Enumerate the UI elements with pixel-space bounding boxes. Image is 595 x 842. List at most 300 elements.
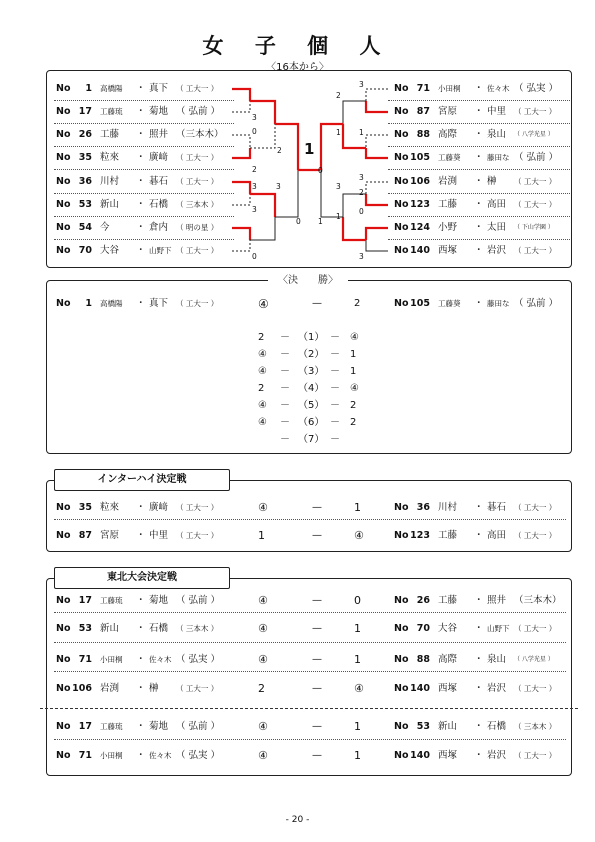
dot: ・ bbox=[474, 595, 484, 606]
match-left-entry bbox=[56, 680, 231, 698]
school: （ 三本木 ） bbox=[514, 722, 557, 731]
player-a: 工藤琉 bbox=[100, 107, 123, 116]
match-right-entry bbox=[394, 718, 569, 736]
player-a: 川村 bbox=[438, 502, 458, 513]
tohoku-divider bbox=[40, 708, 578, 709]
player-b: 照井 bbox=[149, 129, 169, 140]
player-a: 工藤 bbox=[100, 129, 120, 140]
bout-round: （7） bbox=[298, 434, 325, 445]
match-score-right: 1 bbox=[354, 501, 361, 514]
bracket-score: 0 bbox=[252, 127, 257, 136]
school: （ 弘前 ） bbox=[514, 152, 559, 163]
player-a: 新山 bbox=[100, 623, 120, 634]
bout-dash: － bbox=[280, 366, 290, 377]
bout-left: ④ bbox=[258, 366, 267, 377]
entry-number: 1 bbox=[85, 83, 92, 94]
left-r1-winner-line bbox=[232, 148, 250, 158]
entry-number: 71 bbox=[78, 750, 92, 761]
player-a: 高橋陽 bbox=[100, 299, 123, 308]
match-score-left: ④ bbox=[258, 720, 268, 733]
player-a: 大谷 bbox=[100, 245, 120, 256]
entry-no: No bbox=[56, 721, 71, 732]
page-number: - 20 - bbox=[285, 815, 310, 825]
entry-no: No bbox=[394, 595, 409, 606]
player-b: 藤田な bbox=[487, 153, 510, 162]
row-divider bbox=[54, 671, 566, 672]
dot: ・ bbox=[474, 129, 484, 140]
right-r1-loser-line bbox=[366, 135, 388, 148]
school: （ 弘前 ） bbox=[176, 106, 221, 117]
final-dash: — bbox=[312, 298, 322, 309]
player-a: 粒來 bbox=[100, 502, 120, 513]
school: （ 工大一 ） bbox=[176, 531, 219, 540]
match-dash: — bbox=[312, 654, 322, 665]
dot: ・ bbox=[474, 721, 484, 732]
entry-no: No bbox=[56, 83, 71, 94]
page-subtitle: 〈16本から〉 bbox=[266, 62, 329, 73]
player-a: 小田桐 bbox=[100, 655, 123, 664]
bracket-score: 3 bbox=[336, 182, 341, 191]
interhigh-title: インターハイ決定戦 bbox=[54, 469, 230, 491]
bracket-score: 3 bbox=[359, 173, 364, 182]
bout-left: ④ bbox=[258, 349, 267, 360]
bout-right: 2 bbox=[350, 400, 357, 411]
bout-right: ④ bbox=[350, 383, 359, 394]
match-score-left: ④ bbox=[258, 749, 268, 762]
school: （ 弘実 ） bbox=[176, 750, 221, 761]
player-b: 山野下 bbox=[487, 624, 510, 633]
bracket-score: 3 bbox=[252, 182, 257, 191]
bout-dash: － bbox=[330, 332, 340, 343]
left-r1-loser-line bbox=[232, 240, 250, 251]
entry-number: 105 bbox=[410, 298, 430, 309]
match-dash: — bbox=[312, 721, 322, 732]
entry-no: No bbox=[394, 245, 409, 256]
match-right-entry bbox=[394, 620, 569, 638]
school: （ 三本木 ） bbox=[176, 200, 219, 209]
match-dash: — bbox=[312, 683, 322, 694]
entry-number: 140 bbox=[410, 683, 430, 694]
bout-right: 2 bbox=[350, 417, 357, 428]
bout-right: 1 bbox=[350, 366, 357, 377]
bracket-score: 0 bbox=[359, 207, 364, 216]
final-score-left: ④ bbox=[258, 297, 269, 311]
bracket-score: 2 bbox=[359, 188, 364, 197]
school: （ 八学光星 ） bbox=[514, 656, 554, 663]
entry-no: No bbox=[394, 152, 409, 163]
match-score-right: 0 bbox=[354, 594, 361, 607]
player-a: 工藤葵 bbox=[438, 153, 461, 162]
match-left-entry bbox=[56, 527, 231, 545]
player-b: 廣﨑 bbox=[149, 502, 169, 513]
entry-number: 123 bbox=[410, 199, 430, 210]
player-b: 菊地 bbox=[149, 595, 169, 606]
bout-dash: － bbox=[280, 434, 290, 445]
bout-round: （2） bbox=[298, 349, 325, 360]
match-dash: — bbox=[312, 595, 322, 606]
school: （ 工大一 ） bbox=[514, 684, 557, 693]
player-b: 佐々木 bbox=[487, 84, 510, 93]
left-r1-loser-line bbox=[232, 135, 250, 148]
player-b: 岩沢 bbox=[487, 750, 507, 761]
player-b: 佐々木 bbox=[149, 751, 172, 760]
dot: ・ bbox=[474, 654, 484, 665]
entry-number: 123 bbox=[410, 530, 430, 541]
dot: ・ bbox=[136, 683, 146, 694]
player-a: 高際 bbox=[438, 654, 458, 665]
bout-dash: － bbox=[330, 383, 340, 394]
match-dash: — bbox=[312, 750, 322, 761]
player-b: 高田 bbox=[487, 199, 507, 210]
school: （ 工大一 ） bbox=[514, 751, 557, 760]
match-right-entry bbox=[394, 527, 569, 545]
match-score-right: 1 bbox=[354, 622, 361, 635]
player-b: 菊地 bbox=[149, 106, 169, 117]
entry-no: No bbox=[394, 683, 409, 694]
school: （ 工大一 ） bbox=[514, 107, 557, 116]
right-r1-winner-line bbox=[366, 228, 388, 240]
page-title: 女 子 個 人 bbox=[202, 34, 393, 58]
entry-number: 70 bbox=[416, 623, 430, 634]
school: （ 工大一 ） bbox=[176, 503, 219, 512]
dot: ・ bbox=[474, 199, 484, 210]
left-r1-loser-line bbox=[232, 194, 250, 205]
player-a: 高橋陽 bbox=[100, 84, 123, 93]
school: （ 弘実 ） bbox=[176, 654, 221, 665]
bout-left: 2 bbox=[258, 383, 265, 394]
final-right-entry bbox=[394, 295, 569, 313]
player-a: 工藤琉 bbox=[100, 722, 123, 731]
dot: ・ bbox=[136, 721, 146, 732]
player-a: 岩渕 bbox=[100, 683, 120, 694]
left-sf-loser-line bbox=[275, 170, 298, 217]
player-b: 石橋 bbox=[149, 623, 169, 634]
player-a: 川村 bbox=[100, 176, 120, 187]
entry-no: No bbox=[394, 222, 409, 233]
match-dash: — bbox=[312, 623, 322, 634]
entry-no: No bbox=[56, 683, 71, 694]
dot: ・ bbox=[474, 176, 484, 187]
player-b: 中里 bbox=[149, 530, 169, 541]
match-dash: — bbox=[312, 530, 322, 541]
bout-dash: － bbox=[330, 349, 340, 360]
entry-number: 36 bbox=[78, 176, 92, 187]
entry-no: No bbox=[56, 106, 71, 117]
player-a: 西塚 bbox=[438, 750, 458, 761]
entry-number: 87 bbox=[78, 530, 92, 541]
dot: ・ bbox=[136, 595, 146, 606]
entry-number: 106 bbox=[72, 683, 92, 694]
entry-number: 70 bbox=[78, 245, 92, 256]
player-b: 照井 bbox=[487, 595, 507, 606]
player-a: 高際 bbox=[438, 129, 458, 140]
entry-number: 35 bbox=[78, 502, 92, 513]
dot: ・ bbox=[136, 750, 146, 761]
player-b: 高田 bbox=[487, 530, 507, 541]
player-b: 太田 bbox=[487, 222, 507, 233]
bracket-score: 0 bbox=[296, 217, 301, 226]
left-r1-loser-line bbox=[232, 101, 250, 112]
dot: ・ bbox=[136, 106, 146, 117]
bracket-score: 3 bbox=[252, 113, 257, 122]
entry-no: No bbox=[394, 654, 409, 665]
right-r1-loser-line bbox=[366, 240, 388, 251]
match-score-right: 1 bbox=[354, 720, 361, 733]
player-a: 大谷 bbox=[438, 623, 458, 634]
entry-no: No bbox=[56, 654, 71, 665]
school: （ 弘前 ） bbox=[514, 298, 559, 309]
entry-no: No bbox=[56, 298, 71, 309]
player-a: 新山 bbox=[438, 721, 458, 732]
final-left-entry bbox=[56, 295, 231, 313]
player-b: 真下 bbox=[149, 83, 169, 94]
school: （ 工大一 ） bbox=[514, 200, 557, 209]
entry-number: 1 bbox=[85, 298, 92, 309]
row-divider bbox=[54, 642, 566, 643]
player-a: 西塚 bbox=[438, 245, 458, 256]
player-b: 岩沢 bbox=[487, 245, 507, 256]
player-b: 真下 bbox=[149, 298, 169, 309]
entry-number: 53 bbox=[416, 721, 430, 732]
school: （ 弘前 ） bbox=[176, 721, 221, 732]
bout-dash: － bbox=[330, 400, 340, 411]
bracket-score: 3 bbox=[359, 252, 364, 261]
school: （ 工大一 ） bbox=[514, 177, 557, 186]
entry-number: 87 bbox=[416, 106, 430, 117]
player-a: 岩渕 bbox=[438, 176, 458, 187]
left-r1-winner-line bbox=[232, 89, 250, 101]
player-b: 碁石 bbox=[487, 502, 507, 513]
entry-number: 71 bbox=[416, 83, 430, 94]
player-a: 新山 bbox=[100, 199, 120, 210]
match-score-right: 1 bbox=[354, 749, 361, 762]
entry-no: No bbox=[394, 502, 409, 513]
entry-no: No bbox=[56, 129, 71, 140]
right-r1-winner-line bbox=[366, 194, 388, 205]
dot: ・ bbox=[474, 502, 484, 513]
bracket-score: 0 bbox=[252, 252, 257, 261]
bout-round: （5） bbox=[298, 400, 325, 411]
entry-number: 26 bbox=[416, 595, 430, 606]
school: （ 下山学園 ） bbox=[514, 224, 554, 231]
entry-no: No bbox=[394, 298, 409, 309]
tohoku-title: 東北大会決定戦 bbox=[54, 567, 230, 589]
entry-number: 17 bbox=[78, 106, 92, 117]
entry-no: No bbox=[56, 595, 71, 606]
right-sf-loser-line bbox=[321, 170, 343, 217]
champion-mark: 1 bbox=[304, 140, 315, 158]
match-score-left: ④ bbox=[258, 653, 268, 666]
match-right-entry bbox=[394, 499, 569, 517]
bracket-score: 1 bbox=[318, 217, 323, 226]
match-left-entry bbox=[56, 747, 231, 765]
entry-no: No bbox=[394, 530, 409, 541]
player-b: 石橋 bbox=[487, 721, 507, 732]
row-divider bbox=[54, 519, 566, 520]
player-a: 今 bbox=[100, 222, 110, 233]
dot: ・ bbox=[136, 502, 146, 513]
left-r1-winner-line bbox=[232, 228, 250, 240]
bracket-score: 3 bbox=[276, 182, 281, 191]
player-b: 岩沢 bbox=[487, 683, 507, 694]
player-a: 粒來 bbox=[100, 152, 120, 163]
player-b: 泉山 bbox=[487, 129, 507, 140]
entry-number: 17 bbox=[78, 721, 92, 732]
right-r2-winner-line bbox=[343, 217, 366, 240]
dot: ・ bbox=[136, 83, 146, 94]
school: （ 弘前 ） bbox=[176, 595, 221, 606]
bracket-score: 3 bbox=[252, 205, 257, 214]
entry-no: No bbox=[394, 83, 409, 94]
bout-right: 1 bbox=[350, 349, 357, 360]
school: （三本木） bbox=[176, 129, 224, 140]
bout-round: （6） bbox=[298, 417, 325, 428]
player-a: 工藤 bbox=[438, 199, 458, 210]
entry-number: 71 bbox=[78, 654, 92, 665]
entry-no: No bbox=[394, 721, 409, 732]
entry-number: 26 bbox=[78, 129, 92, 140]
match-score-left: ④ bbox=[258, 594, 268, 607]
player-a: 小野 bbox=[438, 222, 458, 233]
match-left-entry bbox=[56, 499, 231, 517]
dot: ・ bbox=[136, 152, 146, 163]
school: （ 工大一 ） bbox=[514, 531, 557, 540]
dot: ・ bbox=[136, 530, 146, 541]
entry-no: No bbox=[56, 530, 71, 541]
bout-dash: － bbox=[280, 332, 290, 343]
right-r2-loser-line bbox=[343, 101, 366, 124]
bout-left: ④ bbox=[258, 400, 267, 411]
right-r1-loser-line bbox=[366, 182, 388, 194]
final-score-right: 2 bbox=[354, 298, 361, 309]
dot: ・ bbox=[136, 298, 146, 309]
dot: ・ bbox=[474, 623, 484, 634]
player-b: 中里 bbox=[487, 106, 507, 117]
dot: ・ bbox=[474, 222, 484, 233]
player-b: 佐々木 bbox=[149, 655, 172, 664]
player-b: 藤田な bbox=[487, 299, 510, 308]
match-right-entry bbox=[394, 680, 569, 698]
school: （ 明の星 ） bbox=[176, 223, 219, 232]
entry-no: No bbox=[394, 623, 409, 634]
bracket-score: 3 bbox=[359, 80, 364, 89]
match-dash: — bbox=[312, 502, 322, 513]
match-right-entry bbox=[394, 592, 569, 610]
player-a: 工藤琉 bbox=[100, 596, 123, 605]
right-r1-loser-line bbox=[366, 89, 388, 101]
match-score-left: 2 bbox=[258, 682, 265, 695]
match-right-entry bbox=[394, 747, 569, 765]
match-score-left: 1 bbox=[258, 529, 265, 542]
entry-no: No bbox=[56, 245, 71, 256]
match-left-entry bbox=[56, 651, 231, 669]
player-b: 山野下 bbox=[149, 246, 172, 255]
bracket-score: 1 bbox=[336, 212, 341, 221]
bracket-score: 0 bbox=[318, 166, 323, 175]
bracket-score: 1 bbox=[359, 128, 364, 137]
school: （ 工大一 ） bbox=[176, 177, 219, 186]
bracket-score: 2 bbox=[252, 165, 257, 174]
bout-dash: － bbox=[330, 434, 340, 445]
bout-right: ④ bbox=[350, 332, 359, 343]
entry-number: 88 bbox=[416, 129, 430, 140]
player-a: 西塚 bbox=[438, 683, 458, 694]
entry-no: No bbox=[394, 750, 409, 761]
player-a: 小田桐 bbox=[100, 751, 123, 760]
match-left-entry bbox=[56, 592, 231, 610]
match-score-right: ④ bbox=[354, 529, 364, 542]
dot: ・ bbox=[474, 106, 484, 117]
dot: ・ bbox=[136, 129, 146, 140]
player-b: 菊地 bbox=[149, 721, 169, 732]
left-r2-loser-line bbox=[250, 217, 275, 240]
bout-dash: － bbox=[280, 400, 290, 411]
player-a: 小田桐 bbox=[438, 84, 461, 93]
dot: ・ bbox=[136, 245, 146, 256]
player-b: 廣﨑 bbox=[149, 152, 169, 163]
entry-number: 88 bbox=[416, 654, 430, 665]
player-a: 工藤 bbox=[438, 530, 458, 541]
entry-no: No bbox=[56, 502, 71, 513]
entry-no: No bbox=[394, 176, 409, 187]
bout-round: （4） bbox=[298, 383, 325, 394]
row-divider bbox=[54, 739, 566, 740]
final-label: 〈決 勝〉 bbox=[268, 271, 348, 286]
bracket-score: 2 bbox=[277, 146, 282, 155]
school: （ 弘実 ） bbox=[514, 83, 559, 94]
school: （ 工大一 ） bbox=[176, 299, 219, 308]
bracket-score: 1 bbox=[336, 128, 341, 137]
bout-dash: － bbox=[280, 417, 290, 428]
dot: ・ bbox=[474, 83, 484, 94]
player-b: 榊 bbox=[149, 683, 159, 694]
player-a: 工藤 bbox=[438, 595, 458, 606]
school: （三本木） bbox=[514, 595, 562, 606]
bracket-score: 2 bbox=[336, 91, 341, 100]
dot: ・ bbox=[136, 222, 146, 233]
bout-dash: － bbox=[280, 383, 290, 394]
bout-dash: － bbox=[330, 366, 340, 377]
entry-number: 35 bbox=[78, 152, 92, 163]
dot: ・ bbox=[136, 654, 146, 665]
dot: ・ bbox=[136, 176, 146, 187]
school: （ 工大一 ） bbox=[514, 624, 557, 633]
school: （ 工大一 ） bbox=[514, 503, 557, 512]
row-divider bbox=[54, 612, 566, 613]
bout-round: （1） bbox=[298, 332, 325, 343]
player-b: 倉内 bbox=[149, 222, 169, 233]
school: （ 八学光星 ） bbox=[514, 131, 554, 138]
entry-no: No bbox=[394, 106, 409, 117]
player-b: 石橋 bbox=[149, 199, 169, 210]
bout-left: ④ bbox=[258, 417, 267, 428]
match-right-entry bbox=[394, 651, 569, 669]
entry-no: No bbox=[56, 199, 71, 210]
school: （ 三本木 ） bbox=[176, 624, 219, 633]
entry-number: 106 bbox=[410, 176, 430, 187]
player-a: 工藤葵 bbox=[438, 299, 461, 308]
player-a: 宮原 bbox=[438, 106, 458, 117]
dot: ・ bbox=[474, 530, 484, 541]
entry-number: 54 bbox=[78, 222, 92, 233]
dot: ・ bbox=[136, 623, 146, 634]
school: （ 工大一 ） bbox=[176, 246, 219, 255]
entry-number: 140 bbox=[410, 750, 430, 761]
bout-round: （3） bbox=[298, 366, 325, 377]
entry-no: No bbox=[394, 129, 409, 140]
player-b: 榊 bbox=[487, 176, 497, 187]
match-score-left: ④ bbox=[258, 501, 268, 514]
